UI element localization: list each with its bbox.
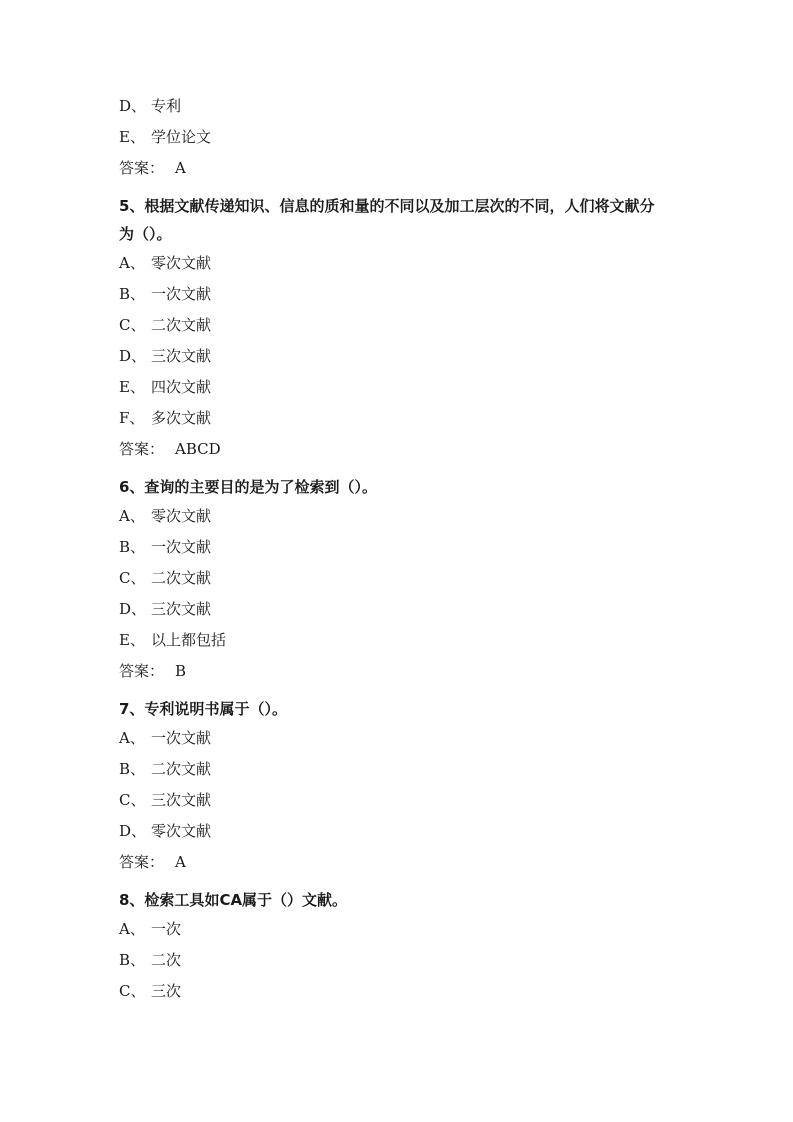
- question-title: 7、专利说明书属于（）。: [119, 700, 287, 718]
- option-item: C、 二次文献: [119, 569, 212, 587]
- option-item: D、 零次文献: [119, 822, 212, 840]
- option-item: A、 零次文献: [119, 507, 212, 525]
- option-item: C、 二次文献: [119, 316, 212, 334]
- option-item: A、 一次: [119, 920, 182, 938]
- previous-question-tail: [119, 93, 679, 186]
- question-8: [119, 886, 679, 1009]
- option-item: C、 三次: [119, 982, 182, 1000]
- answer-line: 答案： ABCD: [119, 440, 221, 458]
- question-5: [119, 192, 679, 467]
- option-item: E、 以上都包括: [119, 631, 227, 649]
- option-item: B、 一次文献: [119, 538, 212, 556]
- question-title: 6、查询的主要目的是为了检索到（）。: [119, 478, 377, 496]
- option-item: B、 二次: [119, 951, 182, 969]
- answer-line: 答案： A: [119, 159, 186, 177]
- question-7: [119, 695, 679, 880]
- question-title: 5、根据文献传递知识、信息的质和量的不同以及加工层次的不同，人们将文献分为（）。: [119, 197, 655, 243]
- answer-line: 答案： B: [119, 662, 187, 680]
- option-item: E、 四次文献: [119, 378, 212, 396]
- option-item: C、 三次文献: [119, 791, 212, 809]
- option-item: A、 一次文献: [119, 729, 212, 747]
- option-item: B、 一次文献: [119, 285, 212, 303]
- option-item: F、 多次文献: [119, 409, 212, 427]
- option-item: E、 学位论文: [119, 128, 212, 146]
- question-6: [119, 473, 679, 689]
- answer-line: 答案： A: [119, 853, 186, 871]
- question-title: 8、检索工具如CA属于（）文献。: [119, 891, 348, 909]
- document-body: [119, 93, 679, 1009]
- option-item: D、 专利: [119, 97, 182, 115]
- option-item: D、 三次文献: [119, 600, 212, 618]
- option-item: D、 三次文献: [119, 347, 212, 365]
- option-item: A、 零次文献: [119, 254, 212, 272]
- option-item: B、 二次文献: [119, 760, 212, 778]
